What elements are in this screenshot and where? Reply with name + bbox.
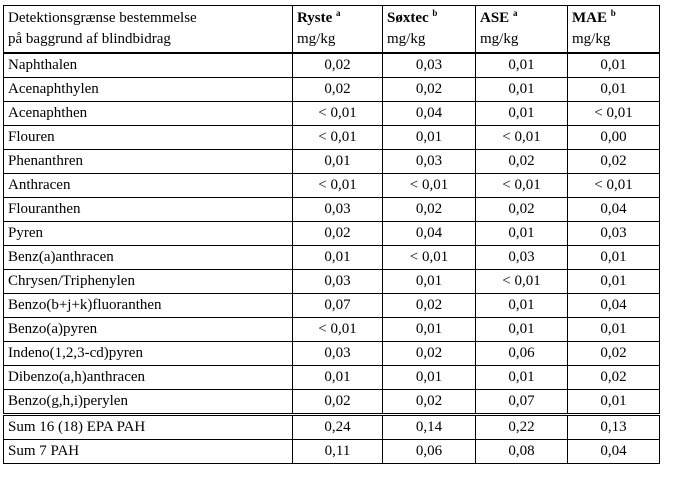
value-cell: 0,01	[476, 294, 568, 318]
compound-name: Benz(a)anthracen	[4, 246, 293, 270]
table-row	[4, 126, 660, 150]
column-header-ryste	[293, 6, 383, 54]
value-cell: < 0,01	[293, 318, 383, 342]
table-row	[4, 294, 660, 318]
column-name: ASE	[480, 10, 510, 26]
value-cell: 0,04	[568, 440, 660, 464]
value-cell: 0,14	[383, 415, 476, 440]
value-cell: 0,24	[293, 415, 383, 440]
value-cell: 0,01	[568, 246, 660, 270]
value-cell: 0,07	[476, 390, 568, 415]
column-footnote-marker: b	[432, 8, 438, 18]
value-cell: < 0,01	[293, 174, 383, 198]
column-header-mae	[568, 6, 660, 54]
table-row	[4, 222, 660, 246]
table-row	[4, 390, 660, 415]
table-row	[4, 150, 660, 174]
value-cell: 0,04	[383, 102, 476, 126]
value-cell: 0,01	[476, 318, 568, 342]
value-cell: 0,13	[568, 415, 660, 440]
value-cell: 0,01	[383, 366, 476, 390]
compound-name: Indeno(1,2,3-cd)pyren	[4, 342, 293, 366]
value-cell: 0,08	[476, 440, 568, 464]
value-cell: < 0,01	[568, 174, 660, 198]
column-header-ase	[476, 6, 568, 54]
header-label-line1: Detektionsgrænse bestemmelse	[8, 10, 197, 26]
value-cell: 0,01	[476, 102, 568, 126]
compound-name: Sum 16 (18) EPA PAH	[4, 415, 293, 440]
column-footnote-marker: b	[610, 8, 616, 18]
value-cell: 0,02	[293, 390, 383, 415]
value-cell: 0,00	[568, 126, 660, 150]
compound-name: Naphthalen	[4, 53, 293, 78]
value-cell: < 0,01	[293, 102, 383, 126]
table-row	[4, 270, 660, 294]
column-header-soxtec	[383, 6, 476, 54]
column-unit: mg/kg	[480, 31, 519, 47]
column-unit: mg/kg	[297, 31, 336, 47]
compound-name: Anthracen	[4, 174, 293, 198]
compound-name: Dibenzo(a,h)anthracen	[4, 366, 293, 390]
value-cell: 0,01	[568, 270, 660, 294]
value-cell: 0,03	[476, 246, 568, 270]
value-cell: 0,01	[568, 78, 660, 102]
column-footnote-marker: a	[336, 8, 341, 18]
value-cell: 0,07	[293, 294, 383, 318]
value-cell: 0,02	[383, 294, 476, 318]
value-cell: < 0,01	[383, 246, 476, 270]
compound-name: Flouranthen	[4, 198, 293, 222]
value-cell: < 0,01	[476, 174, 568, 198]
value-cell: < 0,01	[293, 126, 383, 150]
table-body	[4, 53, 660, 464]
value-cell: 0,01	[568, 390, 660, 415]
value-cell: 0,02	[383, 198, 476, 222]
value-cell: 0,01	[476, 78, 568, 102]
value-cell: 0,06	[383, 440, 476, 464]
compound-name: Acenaphthylen	[4, 78, 293, 102]
table-header	[4, 6, 660, 54]
value-cell: 0,22	[476, 415, 568, 440]
column-footnote-marker: a	[512, 8, 518, 18]
compound-name: Benzo(b+j+k)fluoranthen	[4, 294, 293, 318]
value-cell: 0,02	[383, 78, 476, 102]
compound-name: Acenaphthen	[4, 102, 293, 126]
compound-name: Benzo(g,h,i)perylen	[4, 390, 293, 415]
compound-name: Phenanthren	[4, 150, 293, 174]
value-cell: 0,03	[568, 222, 660, 246]
value-cell: 0,02	[293, 78, 383, 102]
value-cell: 0,01	[568, 53, 660, 78]
table-row	[4, 440, 660, 464]
value-cell: < 0,01	[476, 270, 568, 294]
value-cell: 0,01	[476, 53, 568, 78]
value-cell: 0,02	[568, 366, 660, 390]
value-cell: 0,01	[293, 246, 383, 270]
value-cell: 0,03	[293, 198, 383, 222]
value-cell: 0,02	[568, 150, 660, 174]
value-cell: 0,01	[383, 318, 476, 342]
compound-name: Pyren	[4, 222, 293, 246]
compound-name: Sum 7 PAH	[4, 440, 293, 464]
value-cell: < 0,01	[568, 102, 660, 126]
value-cell: 0,01	[383, 126, 476, 150]
compound-name: Flouren	[4, 126, 293, 150]
value-cell: 0,02	[293, 53, 383, 78]
value-cell: 0,02	[568, 342, 660, 366]
column-name: Ryste	[297, 10, 333, 26]
value-cell: 0,01	[293, 150, 383, 174]
header-label	[4, 6, 293, 54]
compound-name: Chrysen/Triphenylen	[4, 270, 293, 294]
value-cell: 0,01	[293, 366, 383, 390]
table-row	[4, 246, 660, 270]
value-cell: 0,04	[568, 294, 660, 318]
table-row	[4, 198, 660, 222]
table-row	[4, 53, 660, 78]
value-cell: 0,02	[293, 222, 383, 246]
compound-name: Benzo(a)pyren	[4, 318, 293, 342]
header-label-line2: på baggrund af blindbidrag	[8, 31, 171, 47]
value-cell: < 0,01	[383, 174, 476, 198]
column-name: MAE	[572, 10, 607, 26]
value-cell: 0,11	[293, 440, 383, 464]
value-cell: 0,01	[568, 318, 660, 342]
value-cell: 0,02	[383, 390, 476, 415]
value-cell: 0,02	[476, 150, 568, 174]
value-cell: 0,03	[383, 53, 476, 78]
value-cell: 0,04	[568, 198, 660, 222]
detection-limit-table	[3, 5, 660, 464]
value-cell: < 0,01	[476, 126, 568, 150]
value-cell: 0,06	[476, 342, 568, 366]
table-row	[4, 342, 660, 366]
value-cell: 0,04	[383, 222, 476, 246]
table-row	[4, 174, 660, 198]
column-unit: mg/kg	[387, 31, 426, 47]
column-unit: mg/kg	[572, 31, 611, 47]
table-row	[4, 102, 660, 126]
table-row	[4, 318, 660, 342]
column-name: Søxtec	[387, 10, 429, 26]
table-row	[4, 78, 660, 102]
value-cell: 0,03	[293, 342, 383, 366]
value-cell: 0,02	[476, 198, 568, 222]
table-row	[4, 366, 660, 390]
value-cell: 0,03	[383, 150, 476, 174]
table-row	[4, 415, 660, 440]
value-cell: 0,01	[383, 270, 476, 294]
value-cell: 0,01	[476, 222, 568, 246]
value-cell: 0,02	[383, 342, 476, 366]
value-cell: 0,03	[293, 270, 383, 294]
value-cell: 0,01	[476, 366, 568, 390]
